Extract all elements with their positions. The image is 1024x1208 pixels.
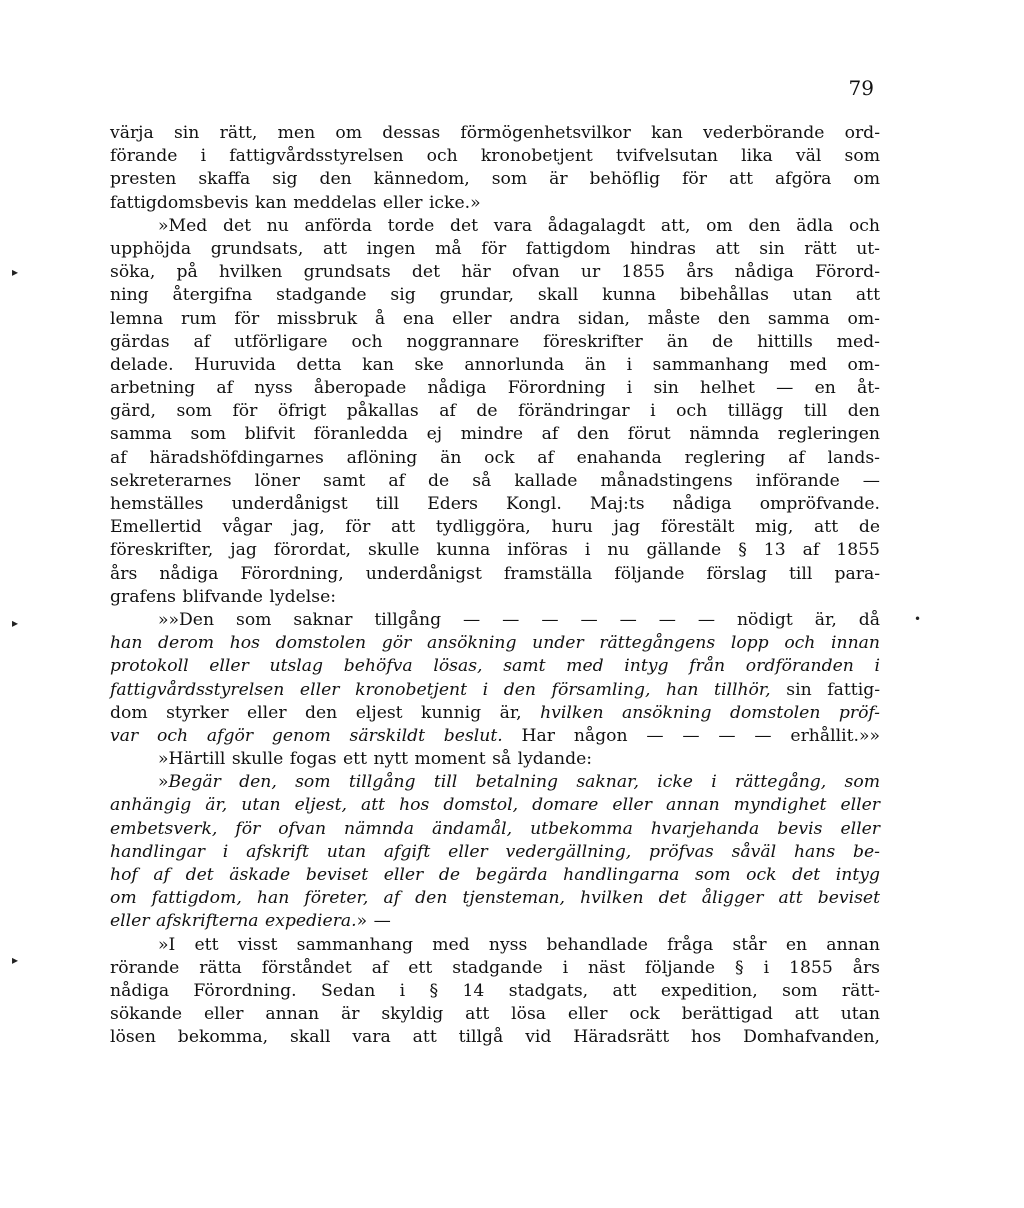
text-segment: rörande rätta förståndet af ett stadgande i näst följande § i 1855 års (110, 957, 880, 978)
text-segment: upphöjda grundsats, att ingen må för fattigdom hindras att sin rätt ut- (110, 238, 880, 259)
italic-text: om fattigdom, han företer, af den tjensteman, hvilken det åligger att beviset (110, 888, 880, 909)
text-segment: års nådiga Förordning, underdånigst framställa följande förslag till para- (110, 563, 880, 584)
text-line (110, 1003, 880, 1026)
text-line (110, 841, 880, 864)
text-segment: »I ett visst sammanhang med nyss behandlade fråga står en annan (158, 934, 880, 955)
italic-text: anhängig är, utan eljest, att hos domstol, domare eller annan myndighet eller (110, 795, 880, 816)
text-segment: grafens blifvande lydelse: (110, 586, 337, 607)
text-line (110, 284, 880, 307)
text-line (110, 192, 880, 215)
text-line (110, 539, 880, 562)
text-line (110, 934, 880, 957)
text-line (110, 980, 880, 1003)
text-segment: förande i fattigvårdsstyrelsen och kronobetjent tvifvelsutan lika väl som (110, 146, 880, 167)
text-segment: presten skaffa sig den kännedom, som är behöflig för att afgöra om (110, 169, 880, 190)
text-segment: » — (356, 911, 391, 932)
text-line (110, 423, 880, 446)
text-line (110, 794, 880, 817)
text-line (110, 887, 880, 910)
text-line (110, 818, 880, 841)
italic-text: eller afskrifterna expediera. (110, 911, 357, 932)
text-line (110, 493, 880, 516)
italic-text: han derom hos domstolen gör ansökning under rättegångens lopp och innan (110, 633, 880, 654)
text-line (110, 725, 880, 748)
text-line (110, 702, 880, 725)
text-segment: » (158, 772, 169, 793)
italic-text: handlingar i afskrift utan afgift eller vedergällning, pröfvas såväl hans be- (110, 841, 880, 862)
text-segment: samma som blifvit föranledda ej mindre af den förut nämnda regleringen (110, 424, 880, 445)
italic-text: hof af det äskade beviset eller de begärda handlingarna som ock det intyg (110, 865, 880, 885)
text-line (110, 563, 880, 586)
text-line (110, 447, 880, 470)
italic-text: hvilken ansökning domstolen pröf- (540, 702, 880, 723)
text-line (110, 679, 880, 702)
text-line (110, 655, 880, 678)
margin-mark: • (914, 612, 922, 626)
text-line (110, 586, 880, 609)
text-segment: sekreterarnes löner samt af de så kallade månadstingens införande — (110, 470, 880, 491)
text-segment: hemställes underdånigst till Eders Kongl. Maj:ts nådiga ompröfvande. (110, 494, 880, 514)
text-line (110, 609, 880, 632)
text-segment: söka, på hvilken grundsats det här ofvan ur 1855 års nådiga Förord- (110, 262, 880, 283)
text-line (110, 331, 880, 354)
text-line (110, 261, 880, 284)
text-line (110, 632, 880, 655)
italic-text: protokoll eller utslag behöfva lösas, samt med intyg från ordföranden i (110, 656, 880, 677)
margin-mark: ▸ (12, 953, 19, 967)
text-line (110, 377, 880, 400)
text-segment: fattigdomsbevis kan meddelas eller icke.» (110, 192, 481, 213)
text-line (110, 748, 880, 771)
text-segment: dom styrker eller den eljest kunnig är, (110, 702, 541, 723)
margin-mark: ▸ (12, 265, 19, 279)
text-line (110, 215, 880, 238)
text-line (110, 771, 880, 794)
text-segment: »Med det nu anförda torde det vara ådagalagdt att, om den ädla och (158, 215, 880, 236)
italic-text: embetsverk, för ofvan nämnda ändamål, utbekomma hvarjehanda bevis eller (110, 818, 880, 839)
text-segment: lösen bekomma, skall vara att tillgå vid Häradsrätt hos Domhafvanden, (110, 1027, 880, 1048)
page-number: 79 (848, 76, 874, 100)
text-segment: gärdas af utförligare och noggrannare föreskrifter än de hittills med- (110, 331, 880, 352)
text-segment: ning återgifna stadgande sig grundar, skall kunna bibehållas utan att (110, 285, 880, 306)
text-line (110, 864, 880, 887)
text-line (110, 122, 880, 145)
text-line (110, 516, 880, 539)
italic-text: Begär den, som tillgång till betalning saknar, icke i rättegång, som (168, 772, 880, 793)
text-segment: arbetning af nyss åberopade nådiga Förordning i sin helhet — en åt- (110, 378, 880, 399)
margin-mark: ▸ (12, 616, 19, 630)
text-segment: delade. Huruvida detta kan ske annorlunda än i sammanhang med om- (110, 354, 880, 375)
text-segment: lemna rum för missbruk å ena eller andra sidan, måste den samma om- (110, 308, 880, 329)
text-segment: värja sin rätt, men om dessas förmögenhetsvilkor kan vederbörande ord- (110, 123, 880, 143)
text-line (110, 470, 880, 493)
text-segment: sökande eller annan är skyldig att lösa eller ock berättigad att utan (110, 1004, 880, 1025)
text-line (110, 354, 880, 377)
text-line (110, 400, 880, 423)
text-segment: af häradshöfdingarnes aflöning än ock af enahanda reglering af lands- (110, 447, 880, 468)
text-segment: »»Den som saknar tillgång — — — — — — — nödigt är, då (158, 609, 880, 630)
text-line (110, 168, 880, 191)
text-segment: gärd, som för öfrigt påkallas af de förändringar i och tillägg till den (110, 401, 880, 422)
text-line (110, 145, 880, 168)
text-segment: nådiga Förordning. Sedan i § 14 stadgats, att expedition, som rätt- (110, 980, 880, 1001)
italic-text: var och afgör genom särskildt beslut. (110, 725, 503, 746)
text-line (110, 957, 880, 980)
text-segment: »Härtill skulle fogas ett nytt moment så lydande: (158, 749, 593, 770)
italic-text: fattigvårdsstyrelsen eller kronobetjent i den församling, han tillhör, (110, 679, 771, 700)
text-line (110, 238, 880, 261)
text-segment: sin fattig- (770, 679, 880, 700)
text-segment: Emellertid vågar jag, för att tydliggöra, huru jag förestält mig, att de (110, 517, 880, 538)
body-text (110, 122, 880, 1050)
text-line (110, 308, 880, 331)
text-line (110, 1026, 880, 1049)
text-line (110, 910, 880, 933)
text-segment: föreskrifter, jag förordat, skulle kunna införas i nu gällande § 13 af 1855 (110, 540, 880, 561)
text-segment: Har någon — — — — erhållit.»» (502, 725, 881, 746)
